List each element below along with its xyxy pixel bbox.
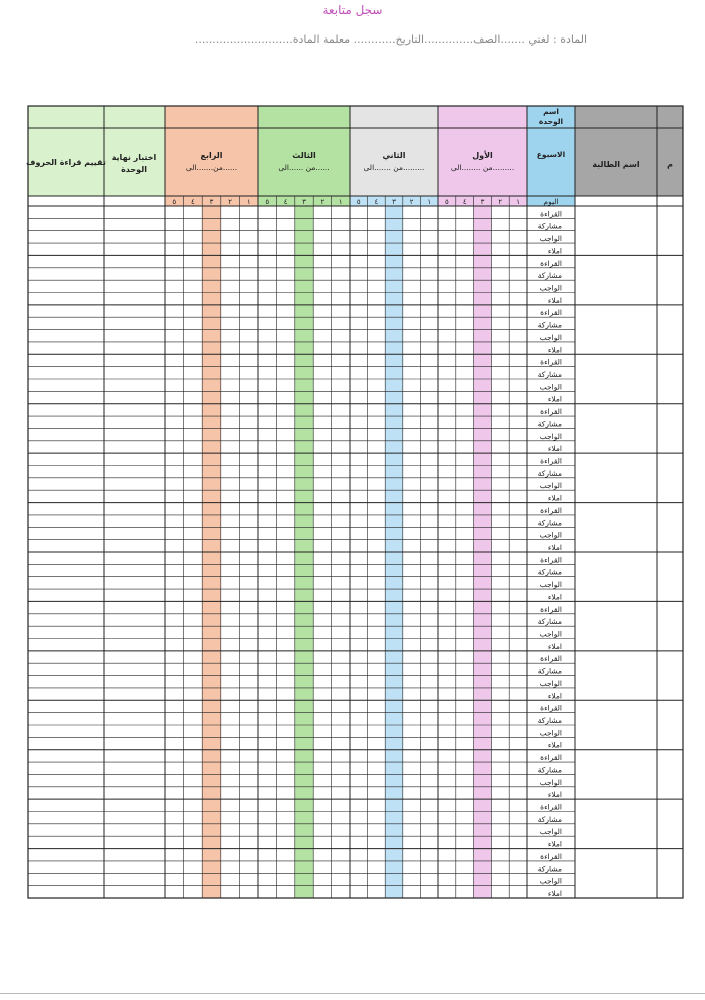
day-stripe-3 bbox=[474, 196, 492, 898]
student-name-label: اسم الطالبة bbox=[592, 160, 640, 169]
week-range-0: من ........الى......... bbox=[450, 163, 515, 172]
day-number: ٤ bbox=[374, 198, 379, 206]
row-label: املاء bbox=[547, 740, 562, 750]
row-label: املاء bbox=[547, 543, 562, 552]
day-number: ٥ bbox=[265, 198, 270, 206]
row-label: الواجب bbox=[539, 530, 562, 540]
row-label: القراءة bbox=[540, 407, 562, 417]
row-label: القراءة bbox=[540, 505, 562, 515]
row-label: املاء bbox=[547, 790, 562, 800]
row-label: الواجب bbox=[539, 678, 562, 688]
row-label: القراءة bbox=[540, 851, 562, 861]
row-label: مشاركة bbox=[537, 271, 562, 281]
day-number: ٣ bbox=[302, 198, 306, 206]
row-label: مشاركة bbox=[537, 419, 562, 429]
day-number: ٤ bbox=[191, 198, 195, 206]
day-stripe-2 bbox=[385, 196, 403, 898]
row-label: مشاركة bbox=[537, 567, 562, 577]
row-label: القراءة bbox=[540, 555, 562, 565]
row-label: القراءة bbox=[540, 654, 562, 664]
row-label: املاء bbox=[547, 246, 562, 256]
row-label: القراءة bbox=[540, 604, 562, 614]
row-label: الواجب bbox=[539, 876, 562, 886]
letters-eval-label: تقييم قراءة الحروف bbox=[26, 158, 106, 167]
week-name-1: الثاني bbox=[382, 151, 406, 160]
number-header-bg bbox=[657, 106, 683, 196]
day-label: اليوم bbox=[543, 197, 559, 206]
day-number: ٤ bbox=[283, 198, 288, 206]
row-label: القراءة bbox=[540, 703, 562, 713]
row-label: الواجب bbox=[539, 481, 562, 491]
page-title: سجل متابعة bbox=[322, 3, 383, 17]
row-label: مشاركة bbox=[537, 716, 562, 725]
week-range-3: من.......الى...... bbox=[185, 163, 238, 172]
row-label: القراءة bbox=[540, 209, 562, 219]
day-number: ٣ bbox=[392, 198, 396, 206]
student-name-header-bg bbox=[575, 106, 657, 196]
row-label: مشاركة bbox=[537, 814, 562, 824]
row-label: مشاركة bbox=[537, 864, 562, 874]
unit-name-label-line1: اسم bbox=[543, 107, 559, 116]
row-label: مشاركة bbox=[537, 370, 562, 379]
row-label: املاء bbox=[547, 641, 562, 651]
week-name-3: الرابع bbox=[200, 151, 223, 160]
row-label: مشاركة bbox=[537, 518, 562, 528]
row-label: مشاركة bbox=[537, 617, 562, 627]
letters-eval-header-bg bbox=[28, 106, 104, 196]
row-label: الواجب bbox=[539, 234, 562, 244]
row-label: املاء bbox=[547, 839, 562, 849]
row-label: الواجب bbox=[539, 431, 562, 441]
day-number: ١ bbox=[338, 198, 343, 206]
unit-name-label-line2: الوحدة bbox=[538, 117, 564, 126]
row-label: مشاركة bbox=[537, 320, 562, 330]
row-label: مشاركة bbox=[537, 468, 562, 478]
day-number: ٢ bbox=[320, 198, 325, 206]
row-label: الواجب bbox=[539, 283, 562, 293]
row-label: املاء bbox=[547, 394, 562, 404]
day-stripe-0 bbox=[202, 196, 221, 898]
row-label: املاء bbox=[547, 889, 562, 898]
table-frame bbox=[28, 106, 683, 898]
row-label: القراءة bbox=[540, 802, 562, 812]
row-label: مشاركة bbox=[537, 765, 562, 775]
row-label: املاء bbox=[547, 592, 562, 602]
row-label: الواجب bbox=[539, 777, 562, 787]
row-label: املاء bbox=[547, 691, 562, 701]
unit-test-label-line1: اختبار نهاية bbox=[111, 153, 157, 162]
row-label: املاء bbox=[547, 295, 562, 305]
unit-test-label-line2: الوحدة bbox=[121, 165, 147, 174]
day-number: ٤ bbox=[462, 198, 467, 206]
day-stripe-1 bbox=[295, 196, 313, 898]
row-label: القراءة bbox=[540, 753, 562, 763]
form-header-line: المادة : لغتي .......الصف..............التاريخ............ معلمة المادة............................ bbox=[194, 33, 587, 46]
row-label: مشاركة bbox=[537, 221, 562, 231]
day-number: ٣ bbox=[209, 198, 214, 206]
row-label: الواجب bbox=[539, 580, 562, 590]
row-label: الواجب bbox=[539, 728, 562, 738]
row-label: الواجب bbox=[539, 629, 562, 639]
row-label: الواجب bbox=[539, 382, 562, 392]
day-number: ٥ bbox=[356, 198, 361, 206]
row-label: القراءة bbox=[540, 357, 562, 367]
unit-test-header-bg bbox=[104, 106, 165, 196]
day-number: ٥ bbox=[172, 198, 177, 206]
week-label: الاسبوع bbox=[536, 150, 566, 159]
row-label: مشاركة bbox=[537, 666, 562, 676]
day-number: ٢ bbox=[228, 198, 232, 206]
day-number: ١ bbox=[246, 198, 251, 206]
day-number: ٢ bbox=[409, 198, 414, 206]
day-number: ١ bbox=[427, 198, 432, 206]
row-label: القراءة bbox=[540, 308, 562, 318]
row-label: القراءة bbox=[540, 258, 562, 268]
week-name-2: الثالث bbox=[292, 151, 316, 160]
row-label: الواجب bbox=[539, 332, 562, 342]
day-number: ٢ bbox=[498, 198, 503, 206]
row-label: املاء bbox=[547, 444, 562, 454]
day-number: ٥ bbox=[445, 198, 449, 206]
day-number: ٣ bbox=[480, 198, 485, 206]
week-range-1: من .......الى......... bbox=[363, 163, 425, 172]
number-label: م bbox=[667, 160, 673, 169]
row-label: القراءة bbox=[540, 456, 562, 466]
row-label: الواجب bbox=[539, 827, 562, 837]
row-label: املاء bbox=[547, 493, 562, 503]
week-range-2: من ......الى...... bbox=[278, 163, 330, 172]
week-name-0: الأول bbox=[472, 151, 493, 160]
row-label: املاء bbox=[547, 345, 562, 355]
day-number: ١ bbox=[516, 198, 520, 206]
page-bottom-divider bbox=[0, 993, 705, 994]
